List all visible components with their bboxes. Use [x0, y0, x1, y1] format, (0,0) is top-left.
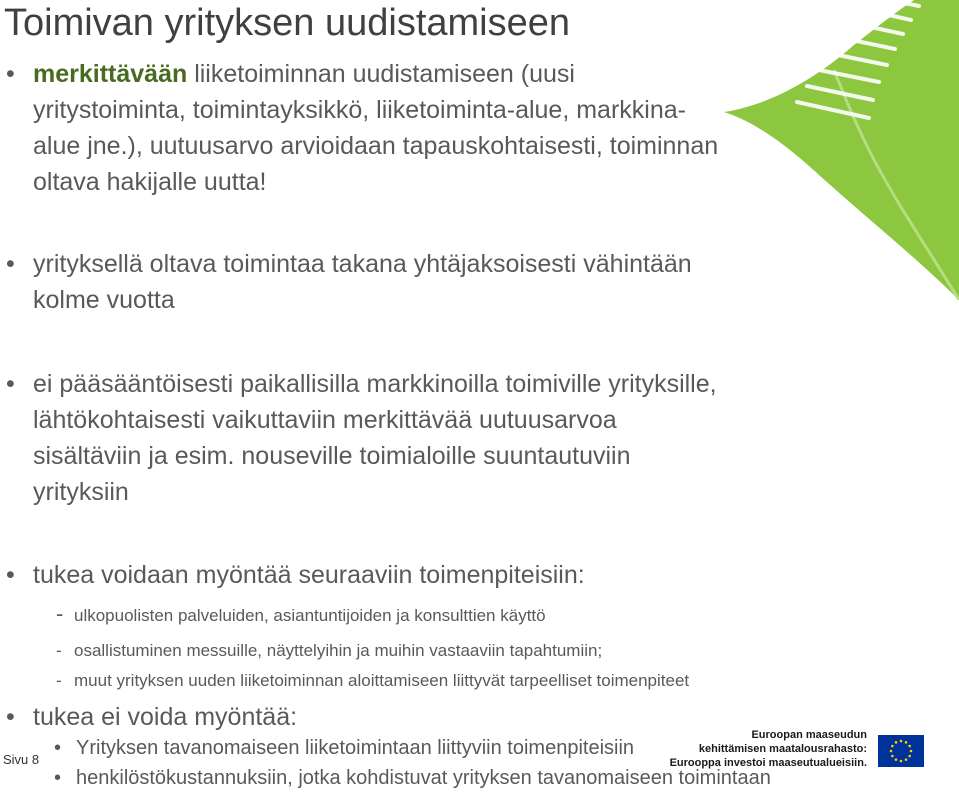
no-support-heading: tukea ei voida myöntää: [33, 703, 298, 731]
eu-star [895, 758, 898, 761]
bullet-icon: • [6, 703, 15, 731]
eu-star [900, 760, 903, 763]
eu-star [895, 741, 898, 744]
eu-star [891, 745, 894, 748]
bullet-icon: • [54, 737, 62, 759]
eu-star [900, 740, 903, 743]
bullet-icon: • [6, 60, 15, 88]
accent-text: merkittävään [33, 60, 188, 88]
page-title: Toimivan yrityksen uudistamiseen [4, 2, 571, 44]
eu-star [905, 758, 908, 761]
eu-star [891, 755, 894, 758]
eu-star [905, 741, 908, 744]
bullet-icon: • [6, 370, 15, 398]
eu-star [890, 750, 893, 753]
page-number: Sivu 8 [3, 752, 40, 767]
dash-icon: - [56, 641, 62, 660]
bullet-icon: • [6, 250, 15, 278]
dash-icon: - [56, 601, 64, 626]
bullet-icon: • [6, 561, 15, 589]
eu-star [908, 755, 911, 758]
eu-fund-text: Euroopan maaseudun kehittämisen maatalousrahasto: Eurooppa investoi maaseutualueisiin. [669, 729, 867, 769]
dash-icon: - [56, 671, 62, 690]
eu-flag-icon [878, 735, 924, 767]
bullet-icon: • [54, 767, 62, 789]
eu-star [908, 745, 911, 748]
eu-star [910, 750, 913, 753]
